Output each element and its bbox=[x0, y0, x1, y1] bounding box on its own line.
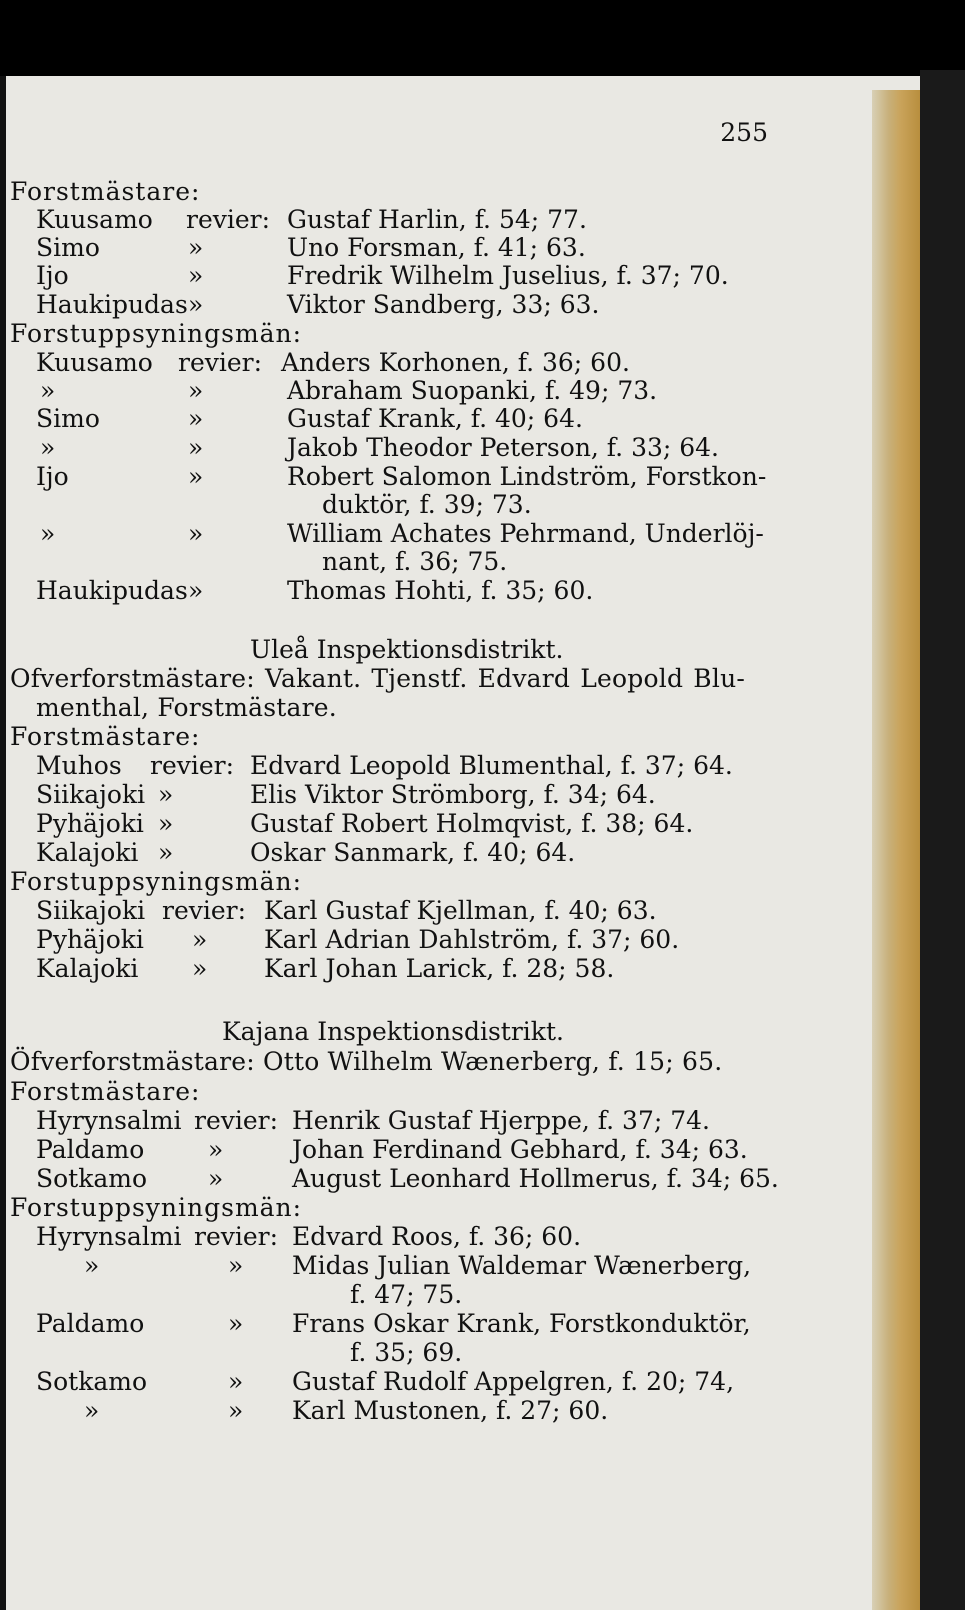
person-entry: Oskar Sanmark, f. 40; 64. bbox=[250, 838, 576, 867]
place-label: Siikajoki bbox=[36, 780, 146, 809]
person-entry: Fredrik Wilhelm Juselius, f. 37; 70. bbox=[287, 261, 729, 290]
revier-label: revier: bbox=[194, 1222, 279, 1251]
place-label: Pyhäjoki bbox=[36, 925, 144, 954]
person-entry: Abraham Suopanki, f. 49; 73. bbox=[287, 376, 658, 405]
ditto-mark: » bbox=[158, 809, 174, 838]
person-entry: Edvard Roos, f. 36; 60. bbox=[292, 1222, 582, 1251]
person-entry: Thomas Hohti, f. 35; 60. bbox=[287, 576, 594, 605]
page-number: 255 bbox=[720, 118, 768, 147]
revier-label: revier: bbox=[162, 896, 247, 925]
person-entry: Gustaf Robert Holmqvist, f. 38; 64. bbox=[250, 809, 694, 838]
place-label: Kalajoki bbox=[36, 838, 139, 867]
person-entry: William Achates Pehrmand, Underlöj- bbox=[287, 519, 764, 548]
person-entry: Johan Ferdinand Gebhard, f. 34; 63. bbox=[292, 1135, 748, 1164]
ditto-mark: » bbox=[228, 1309, 244, 1338]
place-label: Hyrynsalmi bbox=[36, 1222, 182, 1251]
person-entry: Gustaf Rudolf Appelgren, f. 20; 74, bbox=[292, 1367, 735, 1396]
ditto-mark: » bbox=[228, 1367, 244, 1396]
person-entry: Robert Salomon Lindström, Forstkon- bbox=[287, 462, 767, 491]
place-label: Haukipudas bbox=[36, 290, 188, 319]
place-label: Kuusamo bbox=[36, 348, 153, 377]
place-label: Hyrynsalmi bbox=[36, 1106, 182, 1135]
place-label: Ijo bbox=[36, 462, 69, 491]
person-entry: Jakob Theodor Peterson, f. 33; 64. bbox=[287, 433, 720, 462]
person-entry: Karl Adrian Dahlström, f. 37; 60. bbox=[264, 925, 680, 954]
ditto-mark: » bbox=[188, 576, 204, 605]
person-entry: Midas Julian Waldemar Wænerberg, bbox=[292, 1251, 752, 1280]
place-label: Simo bbox=[36, 404, 100, 433]
ditto-mark: » bbox=[40, 376, 56, 405]
heading-forstuppsyningsman: Forstuppsyningsmän: bbox=[10, 867, 303, 896]
person-entry-continuation: f. 35; 69. bbox=[350, 1338, 463, 1367]
ditto-mark: » bbox=[40, 519, 56, 548]
ditto-mark: » bbox=[188, 462, 204, 491]
person-entry: August Leonhard Hollmerus, f. 34; 65. bbox=[292, 1164, 779, 1193]
heading-forstmastare: Forstmästare: bbox=[10, 1077, 201, 1106]
person-entry: Gustaf Harlin, f. 54; 77. bbox=[287, 205, 587, 234]
ofverforstmastare-line: Öfverforstmästare: Otto Wilhelm Wænerberg, f. 15; 65. bbox=[10, 1047, 723, 1076]
ditto-mark: » bbox=[188, 376, 204, 405]
person-entry-continuation: f. 47; 75. bbox=[350, 1280, 463, 1309]
ditto-mark: » bbox=[192, 925, 208, 954]
person-entry: Karl Mustonen, f. 27; 60. bbox=[292, 1396, 609, 1425]
revier-label: revier: bbox=[194, 1106, 279, 1135]
ditto-mark: » bbox=[84, 1251, 100, 1280]
person-entry-continuation: duktör, f. 39; 73. bbox=[322, 490, 532, 519]
person-entry: Henrik Gustaf Hjerppe, f. 37; 74. bbox=[292, 1106, 710, 1135]
person-entry-continuation: nant, f. 36; 75. bbox=[322, 547, 508, 576]
ditto-mark: » bbox=[192, 954, 208, 983]
ditto-mark: » bbox=[188, 519, 204, 548]
place-label: Siikajoki bbox=[36, 896, 146, 925]
ditto-mark: » bbox=[188, 233, 204, 262]
district-title-kajana: Kajana Inspektionsdistrikt. bbox=[222, 1017, 564, 1046]
person-entry: Frans Oskar Krank, Forstkonduktör, bbox=[292, 1309, 751, 1338]
person-entry: Anders Korhonen, f. 36; 60. bbox=[281, 348, 630, 377]
ditto-mark: » bbox=[188, 433, 204, 462]
ditto-mark: » bbox=[84, 1396, 100, 1425]
scan-border-right bbox=[920, 70, 965, 1610]
heading-forstuppsyningsman: Forstuppsyningsmän: bbox=[10, 319, 303, 348]
scan-border-left bbox=[0, 76, 6, 1610]
ofverforstmastare-line-cont: menthal, Forstmästare. bbox=[36, 693, 337, 722]
ditto-mark: » bbox=[158, 838, 174, 867]
ditto-mark: » bbox=[40, 433, 56, 462]
scan-border-top bbox=[0, 0, 965, 76]
person-entry: Uno Forsman, f. 41; 63. bbox=[287, 233, 586, 262]
person-entry: Edvard Leopold Blumenthal, f. 37; 64. bbox=[250, 751, 733, 780]
ditto-mark: » bbox=[188, 261, 204, 290]
person-entry: Viktor Sandberg, 33; 63. bbox=[287, 290, 600, 319]
ditto-mark: » bbox=[188, 290, 204, 319]
ditto-mark: » bbox=[228, 1251, 244, 1280]
page-edge-right bbox=[872, 90, 920, 1610]
revier-label: revier: bbox=[178, 348, 263, 377]
ditto-mark: » bbox=[228, 1396, 244, 1425]
place-label: Ijo bbox=[36, 261, 69, 290]
person-entry: Gustaf Krank, f. 40; 64. bbox=[287, 404, 583, 433]
heading-forstuppsyningsman: Forstuppsyningsmän: bbox=[10, 1193, 303, 1222]
person-entry: Karl Gustaf Kjellman, f. 40; 63. bbox=[264, 896, 657, 925]
place-label: Kuusamo bbox=[36, 205, 153, 234]
ditto-mark: » bbox=[208, 1135, 224, 1164]
place-label: Sotkamo bbox=[36, 1164, 148, 1193]
place-label: Paldamo bbox=[36, 1135, 145, 1164]
place-label: Simo bbox=[36, 233, 100, 262]
heading-forstmastare: Forstmästare: bbox=[10, 722, 201, 751]
revier-label: revier: bbox=[186, 205, 271, 234]
ditto-mark: » bbox=[158, 780, 174, 809]
place-label: Sotkamo bbox=[36, 1367, 148, 1396]
district-title-ulea: Uleå Inspektionsdistrikt. bbox=[250, 635, 564, 664]
revier-label: revier: bbox=[150, 751, 235, 780]
ofverforstmastare-line: Ofverforstmästare: Vakant. Tjenstf. Edvard Leopold Blu- bbox=[10, 664, 746, 693]
place-label: Kalajoki bbox=[36, 954, 139, 983]
place-label: Paldamo bbox=[36, 1309, 145, 1338]
ditto-mark: » bbox=[188, 404, 204, 433]
heading-forstmastare: Forstmästare: bbox=[10, 177, 201, 206]
place-label: Pyhäjoki bbox=[36, 809, 144, 838]
person-entry: Karl Johan Larick, f. 28; 58. bbox=[264, 954, 615, 983]
ditto-mark: » bbox=[208, 1164, 224, 1193]
place-label: Muhos bbox=[36, 751, 122, 780]
person-entry: Elis Viktor Strömborg, f. 34; 64. bbox=[250, 780, 656, 809]
place-label: Haukipudas bbox=[36, 576, 188, 605]
